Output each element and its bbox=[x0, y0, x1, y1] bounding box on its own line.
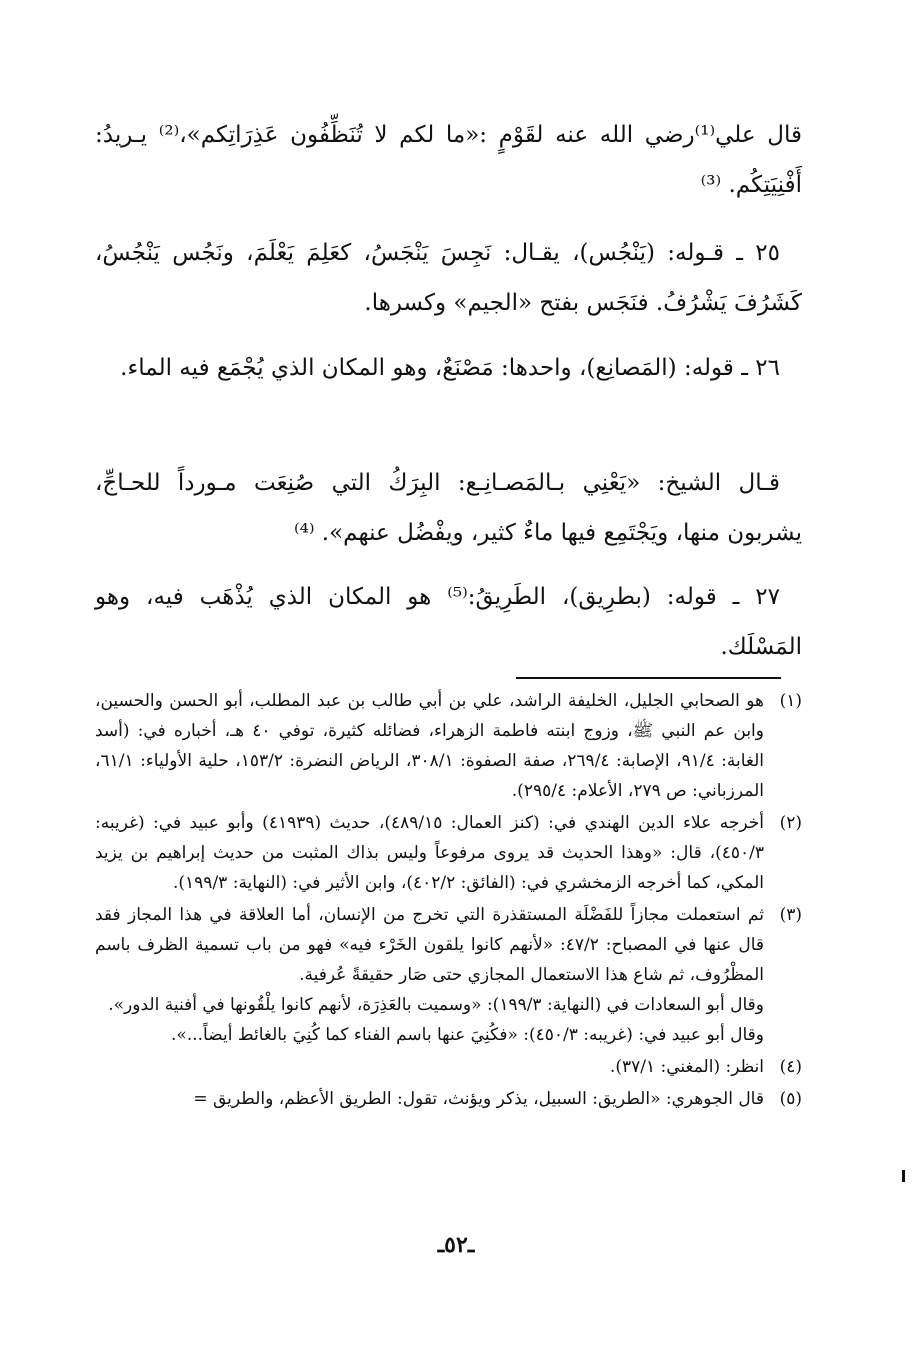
footnote-number: (٢) bbox=[779, 813, 802, 833]
footnote-text: انظر: (المغني: ٣٧/١). bbox=[609, 1057, 764, 1077]
scan-edge-mark bbox=[902, 1170, 905, 1182]
footnote-4 bbox=[95, 1052, 802, 1082]
footnote-3 bbox=[95, 900, 802, 1050]
footnote-text: أخرجه علاء الدين الهندي في: (كنز العمال: ٤٨٩/١٥)، حديث (٤١٩٣٩) وأبو عبيد في: (غريبه: ٤٥٠/٣)، قال: «وهذا الحديث قد يروى مرفوعاً وليس بذاك المثبت من حديث إبراهيم بن يزيد المكي، كما أخرجه الزمخشري في: (الفائق: ٤٠٢/٢)، وابن الأثير في: (النهاية: ١٩٩/٣). bbox=[95, 813, 765, 893]
footnote-separator bbox=[516, 677, 781, 679]
footnote-number: (٤) bbox=[779, 1057, 802, 1077]
footnote-text: وقال أبو السعادات في (النهاية: ١٩٩/٣): «وسميت بالعَذِرَة، لأنهم كانوا يلْقُونها في أفنية الدور». bbox=[108, 995, 764, 1015]
footnote-2 bbox=[95, 808, 802, 898]
footnote-number: (١) bbox=[779, 691, 802, 711]
footnote-text: ثم استعملت مجازاً للفَضْلَة المستقذرة التي تخرج من الإنسان، أما العلاقة في هذا المجاز فقد قال عنها في المصباح: ٤٧/٢: «لأنهم كانوا يلقون الخَرْء فيه» فهو من باب تسمية الظرف باسم المظْرُوف، ثم شاع هذا الاستعمال المجازي حتى صَار حقيقةً عُرفية. bbox=[95, 905, 764, 985]
paragraph-ali-quote: قال علي⁽¹⁾رضي الله عنه لقَوْمٍ :«ما لكم لا تُنَظِّفُون عَذِرَاتِكم»،⁽²⁾ يـريدُ: أَفْنِيَتِكُم. ⁽³⁾ bbox=[95, 122, 803, 198]
footnote-5 bbox=[95, 1084, 802, 1114]
paragraph-26: ٢٦ ـ قوله: (المَصانِع)، واحدها: مَصْنَعٌ، وهو المكان الذي يُجْمَع فيه الماء. bbox=[120, 355, 780, 381]
footnote-text: هو الصحابي الجليل، الخليفة الراشد، علي بن أبي طالب بن عبد المطلب، أبو الحسن والحسين، وابن عم النبي ﷺ، وزوج ابنته فاطمة الزهراء، فضائله كثيرة، توفي ٤٠ هـ، أخباره في: (أسد الغابة: ٩١/٤، الإصابة: ٢٦٩/٤، صفة الصفوة: ٣٠٨/١، الرياض النضرة: ١٥٣/٢، حلية الأولياء: ٦١/١، المرزباني: ص ٢٧٩، الأعلام: ٢٩٥/٤). bbox=[95, 691, 765, 801]
footnote-number: (٣) bbox=[779, 905, 802, 925]
page-number: ـ٥٢ـ bbox=[437, 1232, 475, 1258]
paragraph-sheikh-quote: قـال الشيخ: «يَعْنِي بـالمَصـانِـع: البِرَكُ التي صُنِعَت مـورداً للحـاجِّ، يشربون منها، ويَجْتَمِع فيها ماءٌ كثير، ويفْضُل عنهم». ⁽⁴⁾ bbox=[95, 470, 802, 546]
footnote-text: قال الجوهري: «الطريق: السبيل، يذكر ويؤنث، تقول: الطريق الأعظم، والطريق = bbox=[193, 1089, 764, 1109]
paragraph-25: ٢٥ ـ قـوله: (يَنْجُس)، يقـال: نَجِسَ يَنْجَسُ، كعَلِمَ يَعْلَمَ، ونَجُس يَنْجُسُ، كَشَرُفَ يَشْرُفُ. فنَجَس بفتح «الجيم» وكسرها. bbox=[95, 240, 802, 316]
footnote-number: (٥) bbox=[779, 1089, 802, 1109]
footnote-text: وقال أبو عبيد في: (غريبه: ٤٥٠/٣): «فكُنِيَ عنها باسم الفناء كما كُنِيَ بالغائط أيضاً...». bbox=[171, 1025, 764, 1045]
paragraph-27: ٢٧ ـ قوله: (بطرِيق)، الطَرِيقُ:⁽⁵⁾ هو المكان الذي يُذْهَب فيه، وهو المَسْلَك. bbox=[95, 584, 802, 660]
footnotes bbox=[95, 686, 802, 1116]
footnote-1 bbox=[95, 686, 802, 806]
